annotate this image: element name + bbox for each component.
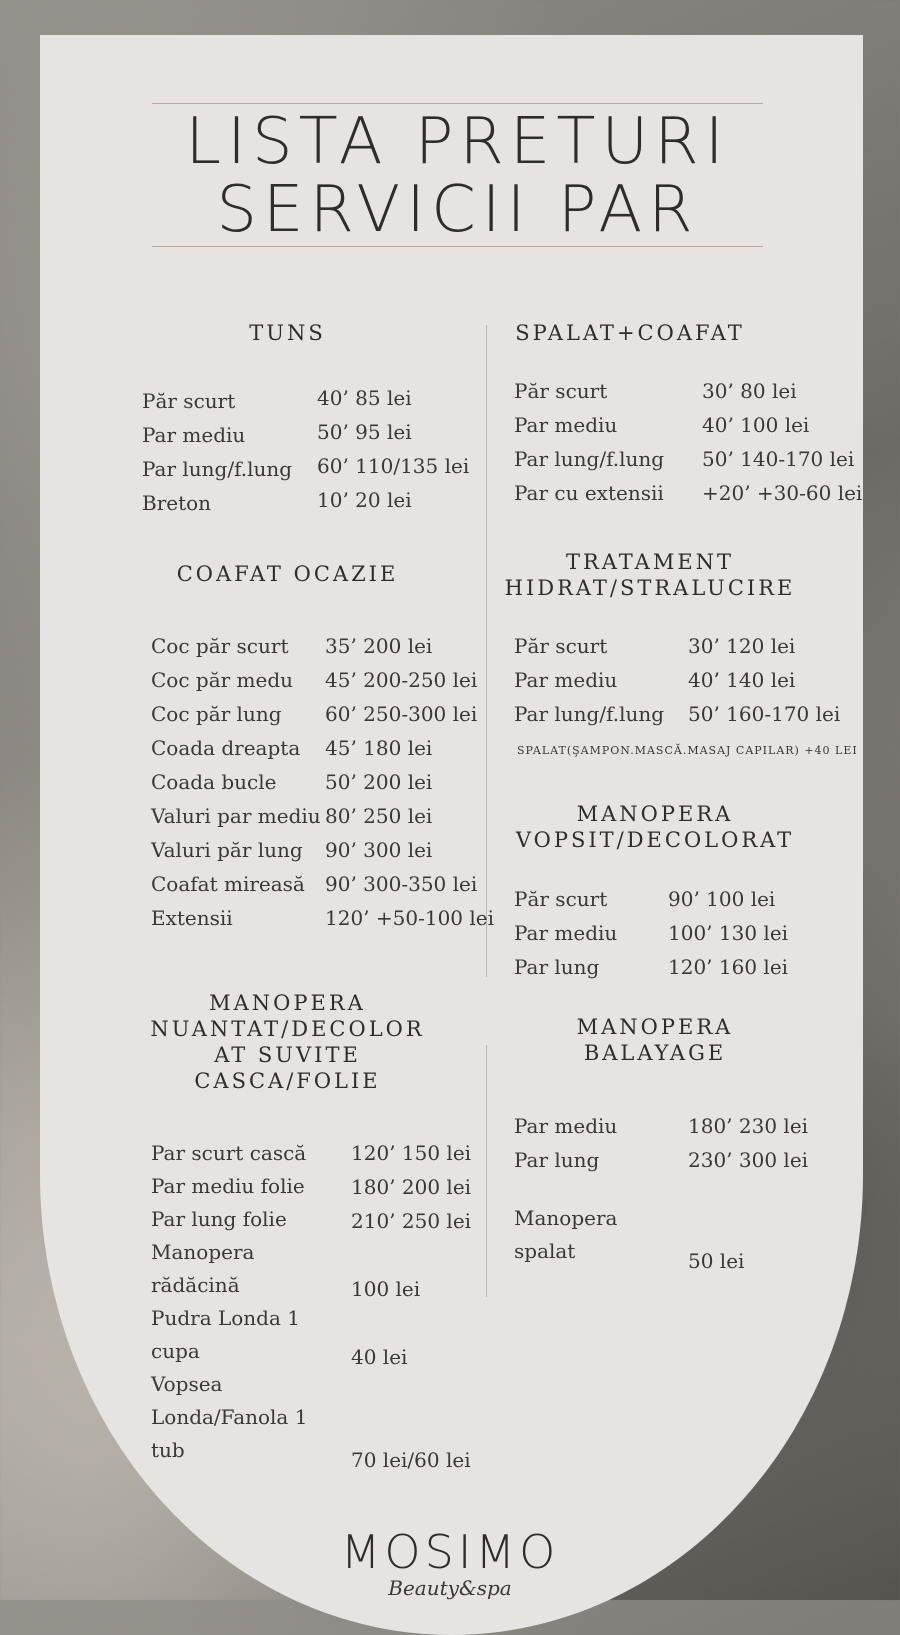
- coafat-row-3-name: Coc păr lung: [151, 702, 282, 726]
- nuantat-extra-3-line-2: Londa/Fanola 1: [151, 1405, 308, 1429]
- coafat-row-7-name: Valuri păr lung: [151, 838, 303, 862]
- spalat-row-2-price: 40’ 100 lei: [702, 413, 810, 437]
- nuantat-extra-3-line-3: tub: [151, 1438, 185, 1462]
- tratament-row-3-price: 50’ 160-170 lei: [688, 702, 841, 726]
- nuantat-extra-2-line-1: Pudra Londa 1: [151, 1306, 300, 1330]
- tuns-row-2-name: Par mediu: [142, 423, 246, 447]
- manopera-spalat-line-1: Manopera: [514, 1206, 618, 1230]
- coafat-row-6-name: Valuri par mediu: [151, 804, 321, 828]
- nuantat-extra-3-price: 70 lei/60 lei: [351, 1448, 471, 1472]
- spalat-row-4-name: Par cu extensii: [514, 481, 664, 505]
- coafat-row-1-name: Coc păr scurt: [151, 634, 289, 658]
- coafat-row-9-name: Extensii: [151, 906, 233, 930]
- nuantat-extra-1-line-2: rădăcină: [151, 1273, 240, 1297]
- nuantat-row-2-name: Par mediu folie: [151, 1174, 305, 1198]
- tuns-row-3-price: 60’ 110/135 lei: [317, 454, 470, 478]
- page-title-line-1: LISTA PRETURI: [185, 105, 730, 179]
- coafat-row-8-price: 90’ 300-350 lei: [325, 872, 478, 896]
- tratament-note: SPALAT(ŞAMPON.MASCĂ.MASAJ CAPILAR) +40 LEI: [517, 744, 858, 757]
- vopsit-row-3-name: Par lung: [514, 955, 600, 979]
- tuns-row-1-price: 40’ 85 lei: [317, 386, 412, 410]
- nuantat-row-1-name: Par scurt cască: [151, 1141, 307, 1165]
- nuantat-extra-1-price: 100 lei: [351, 1277, 421, 1301]
- spalat-row-4-price: +20’ +30-60 lei: [702, 481, 863, 505]
- section-heading-balayage: MANOPERA BALAYAGE: [576, 1015, 734, 1065]
- balayage-row-1-price: 180’ 230 lei: [688, 1114, 809, 1138]
- page-title-line-2: SERVICII PAR: [216, 173, 699, 247]
- vopsit-row-1-name: Păr scurt: [514, 887, 608, 911]
- section-heading-spalat: SPALAT+COAFAT: [515, 321, 745, 345]
- tuns-row-2-price: 50’ 95 lei: [317, 420, 412, 444]
- tratament-row-1-price: 30’ 120 lei: [688, 634, 796, 658]
- section-heading-nuantat: MANOPERA NUANTAT/DECOLOR AT SUVITE CASCA/FOLIE: [150, 991, 425, 1093]
- coafat-row-9-price: 120’ +50-100 lei: [325, 906, 495, 930]
- nuantat-extra-1-line-1: Manopera: [151, 1240, 255, 1264]
- section-heading-tuns: TUNS: [249, 321, 326, 345]
- tuns-row-3-name: Par lung/f.lung: [142, 457, 293, 481]
- nuantat-row-3-name: Par lung folie: [151, 1207, 287, 1231]
- tuns-row-4-name: Breton: [142, 491, 212, 515]
- nuantat-extra-2-price: 40 lei: [351, 1345, 408, 1369]
- coafat-row-2-name: Coc păr medu: [151, 668, 294, 692]
- tratament-row-3-name: Par lung/f.lung: [514, 702, 665, 726]
- coafat-row-1-price: 35’ 200 lei: [325, 634, 433, 658]
- vopsit-row-2-price: 100’ 130 lei: [668, 921, 789, 945]
- balayage-row-1-name: Par mediu: [514, 1114, 618, 1138]
- tuns-row-4-price: 10’ 20 lei: [317, 488, 412, 512]
- spalat-row-3-price: 50’ 140-170 lei: [702, 447, 855, 471]
- coafat-row-7-price: 90’ 300 lei: [325, 838, 433, 862]
- spalat-row-2-name: Par mediu: [514, 413, 618, 437]
- column-divider-top: [486, 325, 487, 977]
- coafat-row-5-name: Coada bucle: [151, 770, 277, 794]
- section-heading-tratament: TRATAMENT HIDRAT/STRALUCIRE: [504, 550, 796, 600]
- coafat-row-8-name: Coafat mireasă: [151, 872, 305, 896]
- manopera-spalat-line-2: spalat: [514, 1239, 576, 1263]
- tuns-row-1-name: Păr scurt: [142, 389, 236, 413]
- balayage-row-2-price: 230’ 300 lei: [688, 1148, 809, 1172]
- coafat-row-2-price: 45’ 200-250 lei: [325, 668, 478, 692]
- nuantat-row-3-price: 210’ 250 lei: [351, 1209, 472, 1233]
- coafat-row-6-price: 80’ 250 lei: [325, 804, 433, 828]
- brand-tagline: Beauty&spa: [388, 1576, 512, 1600]
- tratament-row-1-name: Păr scurt: [514, 634, 608, 658]
- section-heading-coafat: COAFAT OCAZIE: [176, 562, 399, 586]
- spalat-row-1-price: 30’ 80 lei: [702, 379, 797, 403]
- coafat-row-4-name: Coada dreapta: [151, 736, 301, 760]
- spalat-row-1-name: Păr scurt: [514, 379, 608, 403]
- nuantat-extra-2-line-2: cupa: [151, 1339, 200, 1363]
- title-block: [152, 103, 763, 247]
- section-heading-vopsit: MANOPERA VOPSIT/DECOLORAT: [515, 802, 795, 852]
- coafat-row-4-price: 45’ 180 lei: [325, 736, 433, 760]
- coafat-row-3-price: 60’ 250-300 lei: [325, 702, 478, 726]
- brand-logo: MOSIMO: [340, 1525, 560, 1579]
- balayage-row-2-name: Par lung: [514, 1148, 600, 1172]
- nuantat-row-2-price: 180’ 200 lei: [351, 1175, 472, 1199]
- nuantat-extra-3-line-1: Vopsea: [151, 1372, 223, 1396]
- tratament-row-2-price: 40’ 140 lei: [688, 668, 796, 692]
- nuantat-row-1-price: 120’ 150 lei: [351, 1141, 472, 1165]
- vopsit-row-1-price: 90’ 100 lei: [668, 887, 776, 911]
- manopera-spalat-price: 50 lei: [688, 1249, 745, 1273]
- vopsit-row-2-name: Par mediu: [514, 921, 618, 945]
- coafat-row-5-price: 50’ 200 lei: [325, 770, 433, 794]
- spalat-row-3-name: Par lung/f.lung: [514, 447, 665, 471]
- vopsit-row-3-price: 120’ 160 lei: [668, 955, 789, 979]
- tratament-row-2-name: Par mediu: [514, 668, 618, 692]
- column-divider-bottom: [486, 1045, 487, 1297]
